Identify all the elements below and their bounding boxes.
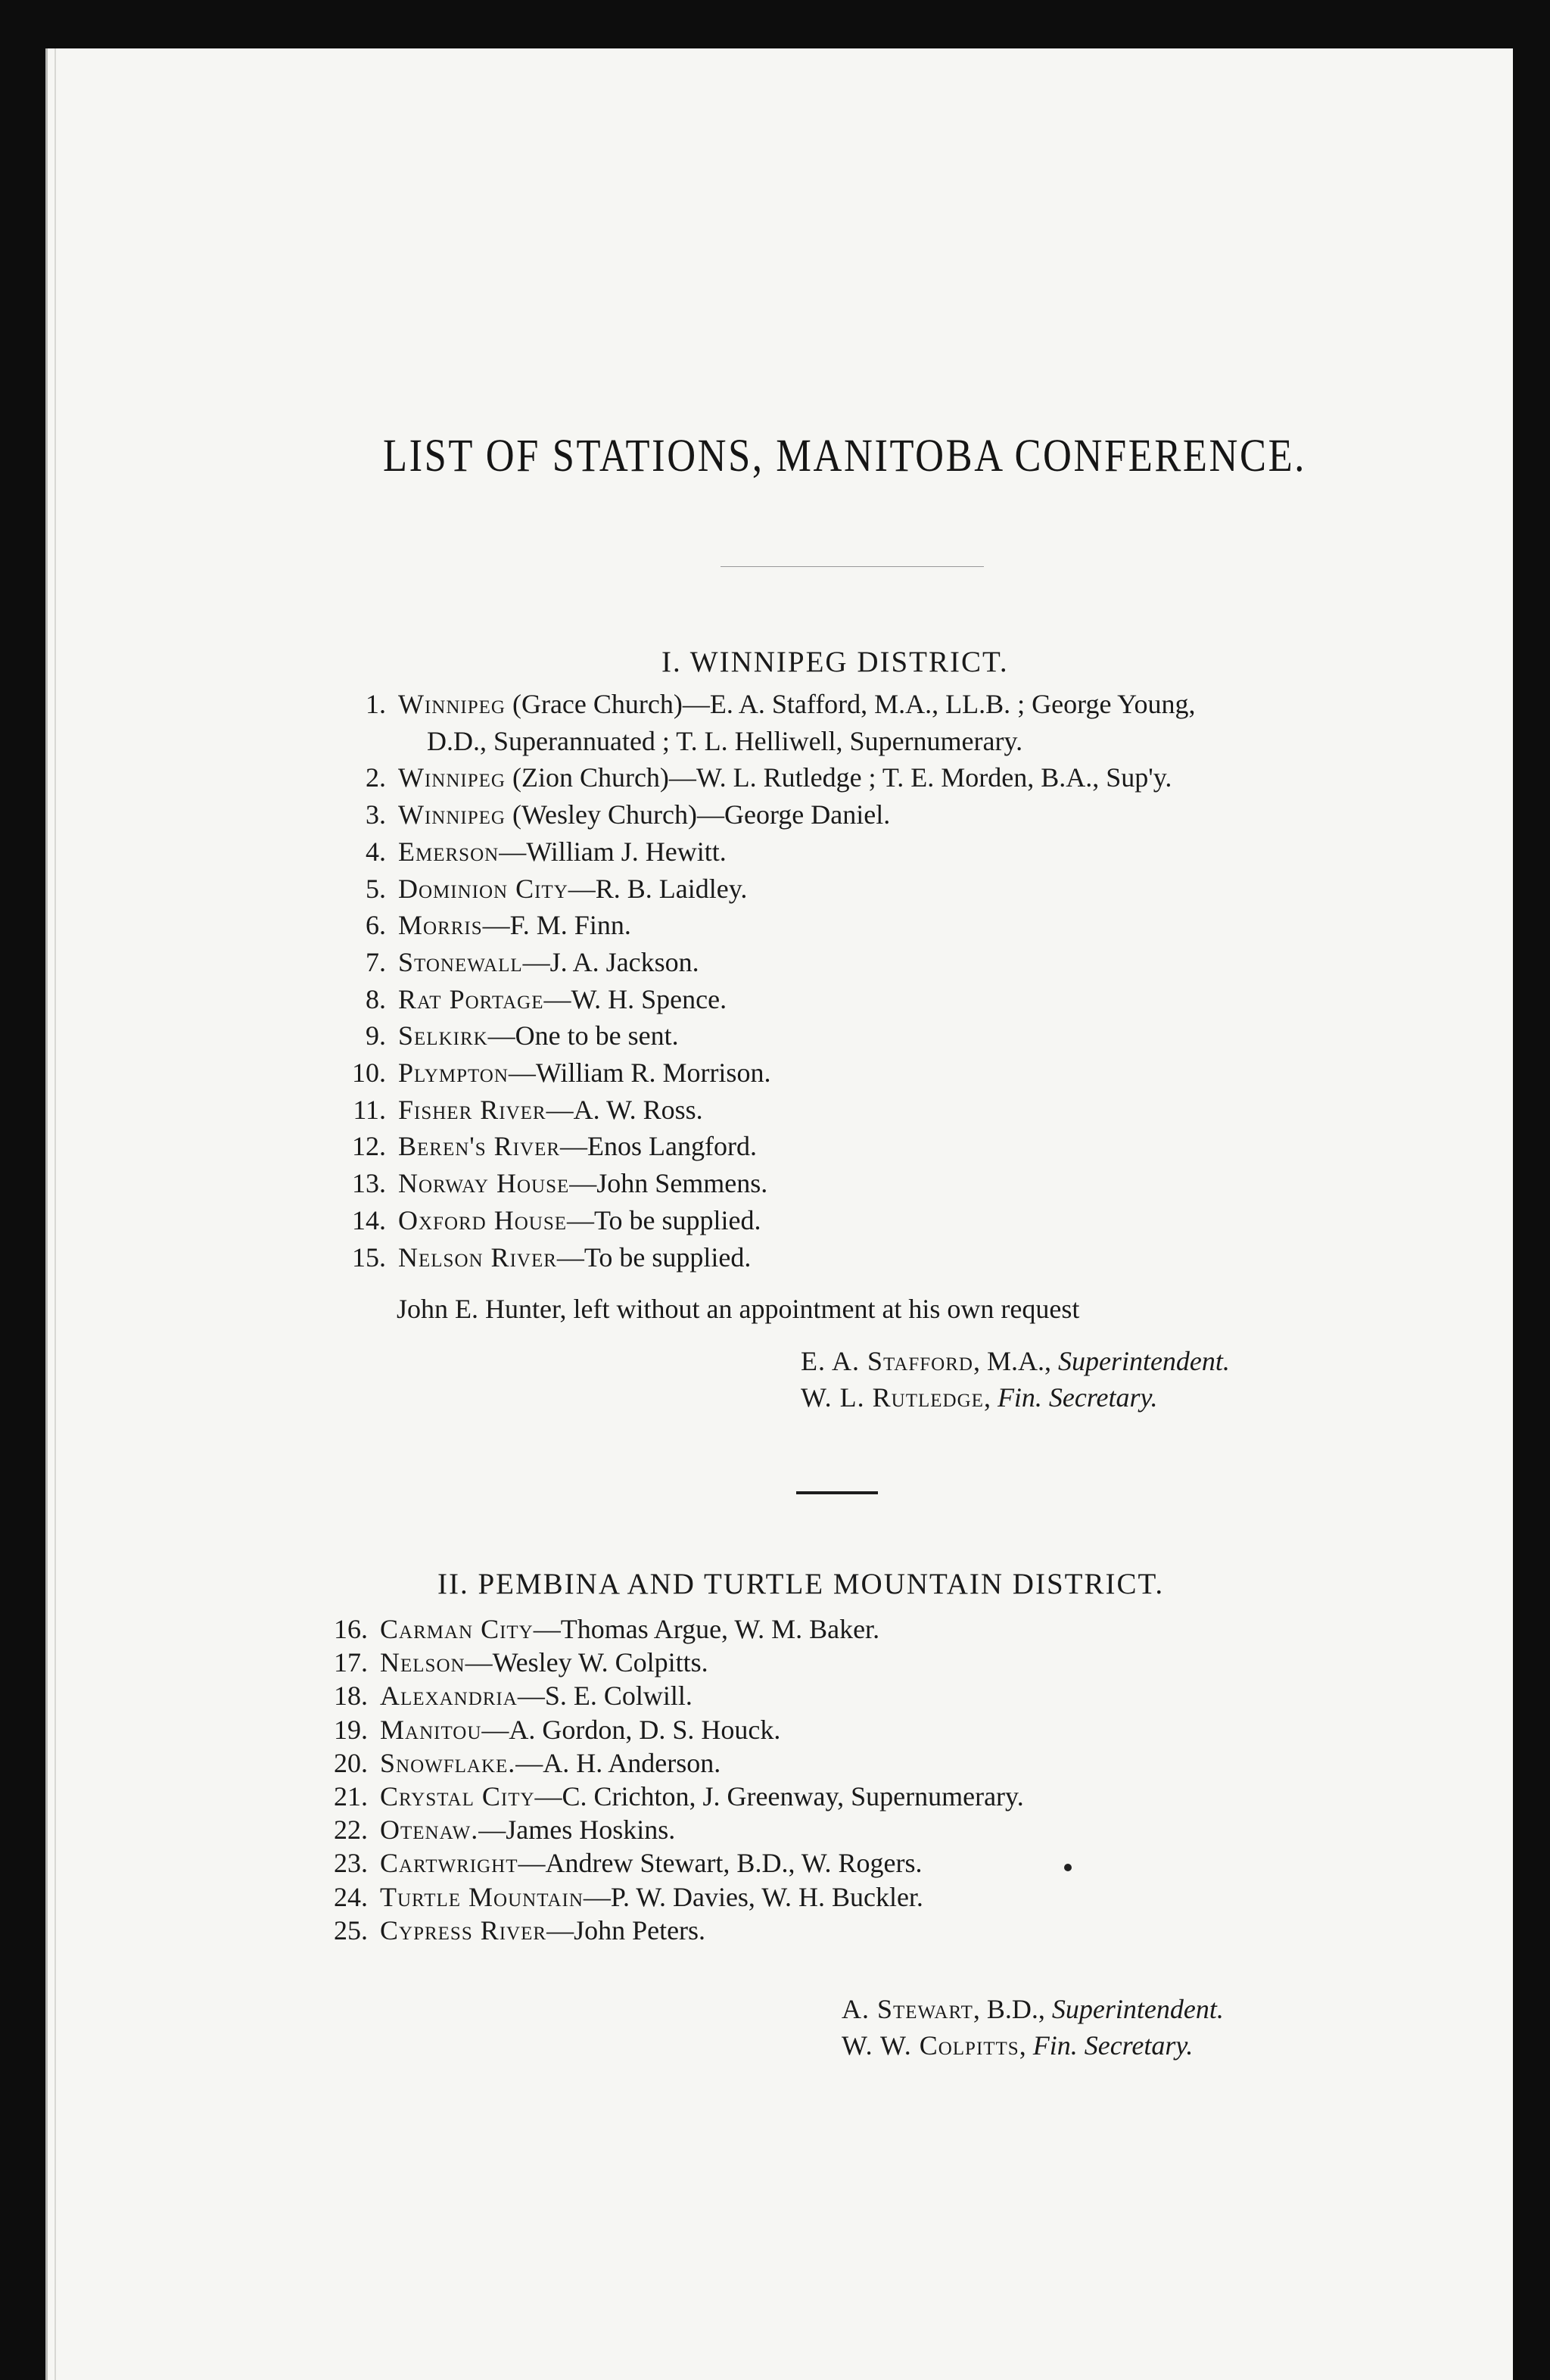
station-appointment: —R. B. Laidley. [568, 873, 748, 904]
list-item [307, 1646, 1024, 1679]
station-appointment: —W. H. Spence. [543, 983, 727, 1014]
district-note: John E. Hunter, left without an appointment at his own request [397, 1294, 1080, 1324]
station-appointment: —William J. Hewitt. [499, 836, 727, 867]
district-heading-winnipeg: I. WINNIPEG DISTRICT. [661, 646, 1009, 678]
signature-block [801, 1343, 1230, 1416]
station-appointment: —F. M. Finn. [482, 910, 631, 941]
station-appointment: —John Peters. [546, 1914, 706, 1945]
station-number: 22. [334, 1815, 368, 1846]
list-item [325, 833, 1196, 871]
list-item [325, 1239, 1196, 1276]
station-number: 7. [366, 946, 386, 977]
station-name: Nelson [380, 1647, 465, 1678]
ink-speck [1064, 1864, 1072, 1871]
station-number: 23. [334, 1848, 368, 1879]
station-name: Cypress River [380, 1914, 547, 1945]
signatory-role: Fin. Secretary. [997, 1382, 1158, 1413]
list-item [307, 1813, 1024, 1846]
station-appointment: —P. W. Davies, W. H. Buckler. [583, 1881, 923, 1912]
station-number: 4. [366, 836, 386, 867]
list-item [325, 1202, 1196, 1239]
station-number: 13. [352, 1168, 386, 1199]
station-number: 15. [352, 1241, 386, 1273]
list-item [325, 759, 1196, 796]
station-number: 24. [334, 1881, 368, 1912]
station-appointment: —S. E. Colwill. [517, 1681, 693, 1712]
signatory-role: Fin. Secretary. [1032, 2030, 1194, 2061]
station-name: Winnipeg [398, 799, 506, 830]
signatory-name: A. Stewart [842, 1994, 973, 2024]
station-appointment: —Enos Langford. [560, 1131, 757, 1162]
signature-line [801, 1379, 1230, 1416]
list-item [325, 907, 1196, 944]
station-number: 9. [366, 1020, 386, 1051]
list-item [307, 1846, 1024, 1880]
station-appointment: —Andrew Stewart, B.D., W. Rogers. [518, 1848, 923, 1879]
list-item [325, 944, 1196, 981]
station-name: Plympton [398, 1058, 509, 1089]
station-name: Crystal City [380, 1781, 535, 1812]
list-item [307, 1914, 1024, 1947]
station-name: Dominion City [398, 873, 568, 904]
signatory-name: W. L. Rutledge [801, 1382, 984, 1413]
list-item [325, 871, 1196, 908]
station-number: 3. [366, 799, 386, 830]
signature-line [842, 2027, 1224, 2064]
station-appointment: —Wesley W. Colpitts. [465, 1647, 708, 1678]
signature-line [842, 1991, 1224, 2027]
station-appointment: (Zion Church)—W. L. Rutledge ; T. E. Morden, B.A., Sup'y. [505, 762, 1172, 793]
station-name: Stonewall [398, 946, 523, 977]
list-item-continuation: D.D., Superannuated ; T. L. Helliwell, Supernumerary. [427, 725, 1023, 756]
station-appointment: —A. H. Anderson. [515, 1747, 721, 1778]
list-item [325, 796, 1196, 833]
station-name: Norway House [398, 1168, 570, 1199]
list-item [325, 1165, 1196, 1202]
station-appointment: —J. A. Jackson. [522, 946, 699, 977]
station-name: Rat Portage [398, 983, 544, 1014]
signatory-name: W. W. Colpitts [842, 2030, 1019, 2061]
station-number: 14. [352, 1204, 386, 1235]
station-number: 8. [366, 983, 386, 1014]
station-number: 5. [366, 873, 386, 904]
station-number: 12. [352, 1131, 386, 1162]
station-appointment: —James Hoskins. [478, 1815, 676, 1846]
station-appointment: —Thomas Argue, W. M. Baker. [533, 1614, 880, 1644]
list-item [307, 1780, 1024, 1813]
station-appointment: —A. Gordon, D. S. Houck. [481, 1714, 781, 1745]
station-name: Beren's River [398, 1131, 561, 1162]
station-name: Fisher River [398, 1094, 546, 1125]
page-edge [54, 48, 56, 2380]
signatory-role: Superintendent. [1051, 1994, 1224, 2024]
station-name: Cartwright [380, 1848, 518, 1879]
station-number: 6. [366, 910, 386, 941]
signature-line [801, 1343, 1230, 1379]
station-appointment: —A. W. Ross. [546, 1094, 703, 1125]
station-list-winnipeg [325, 686, 1196, 1276]
station-number: 21. [334, 1781, 368, 1812]
station-name: Manitou [380, 1714, 482, 1745]
station-name: Carman City [380, 1614, 534, 1644]
station-number: 19. [334, 1714, 368, 1745]
signatory-role: Superintendent. [1057, 1346, 1230, 1376]
list-item [325, 1054, 1196, 1092]
signatory-degree: , M.A., [973, 1346, 1058, 1376]
list-item [307, 1880, 1024, 1914]
station-appointment: —To be supplied. [556, 1241, 752, 1273]
title-rule [721, 566, 984, 567]
station-appointment: —One to be sent. [487, 1020, 679, 1051]
station-number: 2. [366, 762, 386, 793]
station-appointment: —John Semmens. [569, 1168, 768, 1199]
signatory-name: E. A. Stafford [801, 1346, 973, 1376]
station-name: Otenaw. [380, 1815, 479, 1846]
station-number: 20. [334, 1747, 368, 1778]
district-heading-pembina: II. PEMBINA AND TURTLE MOUNTAIN DISTRICT. [437, 1568, 1165, 1600]
station-appointment: (Wesley Church)—George Daniel. [505, 799, 891, 830]
station-name: Oxford House [398, 1204, 568, 1235]
station-name: Morris [398, 910, 483, 941]
list-item [307, 1612, 1024, 1646]
station-number: 11. [353, 1094, 386, 1125]
list-item [307, 1713, 1024, 1746]
station-list-pembina [307, 1612, 1024, 1947]
list-item [325, 686, 1196, 723]
station-name: Alexandria [380, 1681, 518, 1712]
station-number: 1. [366, 689, 386, 719]
station-appointment: (Grace Church)—E. A. Stafford, M.A., LL.B. ; George Young, [505, 689, 1196, 719]
station-name: Selkirk [398, 1020, 488, 1051]
station-number: 10. [352, 1058, 386, 1089]
signatory-degree: , [983, 1382, 998, 1413]
list-item [307, 1746, 1024, 1780]
station-name: Nelson River [398, 1241, 557, 1273]
list-item [307, 1679, 1024, 1712]
list-item [325, 1128, 1196, 1165]
station-number: 17. [334, 1647, 368, 1678]
station-name: Turtle Mountain [380, 1881, 584, 1912]
station-number: 18. [334, 1681, 368, 1712]
signature-block [842, 1991, 1224, 2064]
station-number: 16. [334, 1614, 368, 1644]
section-divider [796, 1491, 878, 1494]
station-appointment: —To be supplied. [567, 1204, 761, 1235]
list-item [325, 1092, 1196, 1129]
station-name: Emerson [398, 836, 500, 867]
station-name: Snowflake. [380, 1747, 516, 1778]
station-appointment: —C. Crichton, J. Greenway, Supernumerary. [534, 1781, 1024, 1812]
list-item [325, 1017, 1196, 1054]
page-title: LIST OF STATIONS, MANITOBA CONFERENCE. [383, 431, 1306, 481]
station-appointment: —William R. Morrison. [508, 1058, 771, 1089]
station-name: Winnipeg [398, 689, 506, 719]
station-number: 25. [334, 1914, 368, 1945]
signatory-degree: , [1019, 2030, 1033, 2061]
list-item [325, 981, 1196, 1018]
signatory-degree: , B.D., [973, 1994, 1052, 2024]
station-name: Winnipeg [398, 762, 506, 793]
